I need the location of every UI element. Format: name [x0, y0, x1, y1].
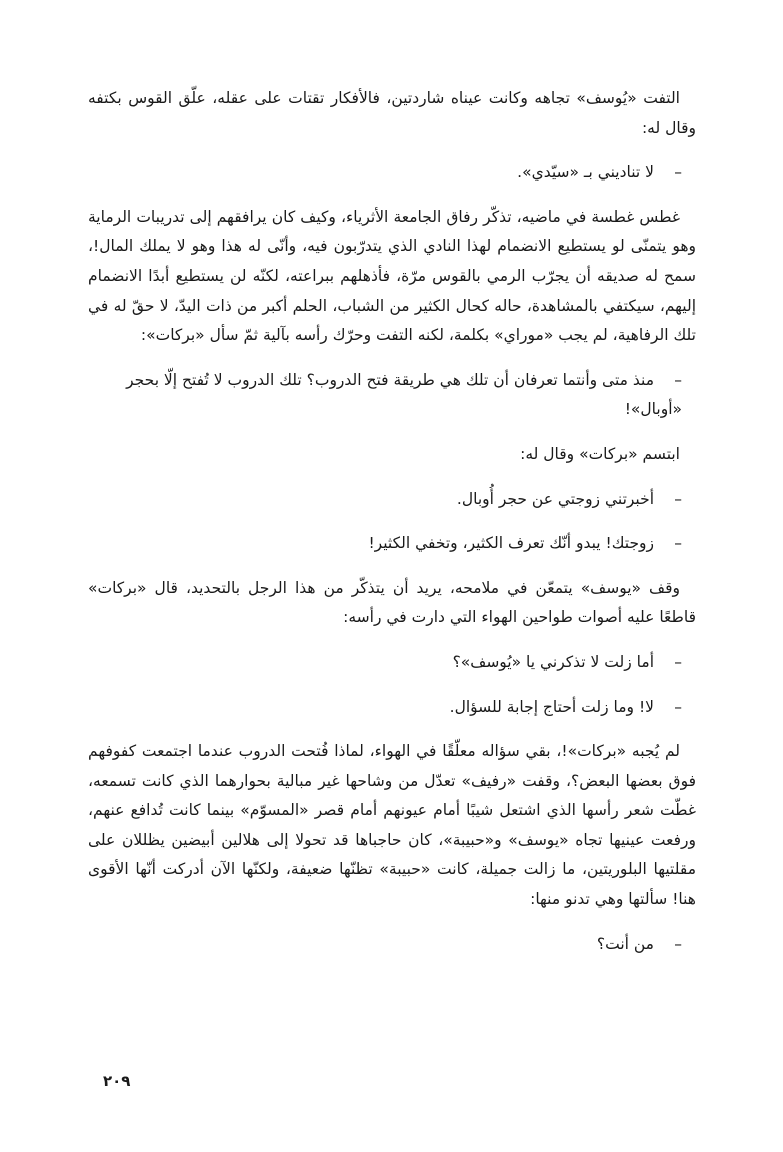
narration-paragraph: لم يُجبه «بركات»!، بقي سؤاله معلّقًا في الهواء، لماذا فُتحت الدروب عندما اجتمعت كفوفهم فوق بعضها البعض؟، وقفت «رفيف» تعدّل من وشاحها غير مبالية بحوارهما الذي كانت تسمعه، غطّت شعر رأسها الذي اشتعل شيبًا أمام عيونهم أمام قصر «المسوّم» بينما كانت تُدافع عنهم، ورفعت عينيها تجاه «يوسف» و«حبيبة»، كان حاجباها قد تحولا إلى هلالين أبيضين يظللان على مقلتيها البلوريتين، ما زالت جميلة، كانت «حبيبة» تظنّها ضعيفة، ولكنّها الآن أدركت أنّها الأقوى هنا! سألتها وهي تدنو منها:	[88, 742, 696, 909]
dialogue-dash: –	[674, 534, 682, 553]
dialogue-dash: –	[674, 652, 682, 671]
book-page-text	[88, 84, 696, 974]
dialogue-line	[88, 366, 696, 425]
dialogue-line	[88, 485, 696, 515]
dialogue-line	[88, 648, 696, 678]
dialogue-line	[88, 529, 696, 559]
dialogue-line	[88, 693, 696, 723]
narration-paragraph: التفت «يُوسف» تجاهه وكانت عيناه شاردتين، فالأفكار تقتات على عقله، علّق القوس بكتفه وقال له:	[88, 89, 696, 137]
dialogue-text: أخبرتني زوجتي عن حجر أُوبال.	[456, 489, 654, 508]
dialogue-text: زوجتك! يبدو أنّك تعرف الكثير، وتخفي الكثير!	[368, 534, 654, 553]
narration-paragraph: وقف «يوسف» يتمعّن في ملامحه، يريد أن يتذكّر من هذا الرجل بالتحديد، قال «بركات» قاطعًا عليه أصوات طواحين الهواء التي دارت في رأسه:	[88, 578, 696, 627]
dialogue-line	[88, 158, 696, 188]
dialogue-dash: –	[674, 697, 682, 716]
dialogue-text: منذ متى وأنتما تعرفان أن تلك هي طريقة فتح الدروب؟ تلك الدروب لا تُفتح إلّا بحجر «أوبال»!	[126, 370, 682, 419]
dialogue-text: من أنت؟	[596, 934, 654, 953]
page-number: ٢٠٩	[103, 1072, 131, 1090]
dialogue-dash: –	[674, 163, 682, 182]
dialogue-dash: –	[674, 934, 682, 953]
narration-paragraph: ابتسم «بركات» وقال له:	[520, 444, 680, 463]
dialogue-dash: –	[674, 370, 682, 389]
dialogue-line	[88, 930, 696, 960]
narration-paragraph: غطس غطسة في ماضيه، تذكّر رفاق الجامعة الأثرياء، وكيف كان يرافقهم إلى تدريبات الرماية وهو يتمنّى لو يستطيع الانضمام لهذا النادي الذي يتدرّبون فيه، وأنّى له هذا وهو لا يملك المال!، سمح له صديقه أن يجرّب الرمي بالقوس مرّة، فأذهلهم ببراعته، لكنّه لن يستطيع أبدًا الانضمام إليهم، سيكتفي بالمشاهدة، حاله كحال الكثير من الشباب، الحلم أكبر من ذات اليدّ، لا حقّ له في تلك الرفاهية، لم يجب «موراي» بكلمة، لكنه التفت وحرّك رأسه بآلية ثمّ سأل «بركات»:	[88, 207, 696, 345]
dialogue-text: أما زلت لا تذكرني يا «يُوسف»؟	[452, 652, 654, 671]
dialogue-text: لا! وما زلت أحتاج إجابة للسؤال.	[449, 697, 654, 716]
dialogue-dash: –	[674, 489, 682, 508]
dialogue-text: لا تناديني بـ «سيّدي».	[517, 163, 654, 182]
